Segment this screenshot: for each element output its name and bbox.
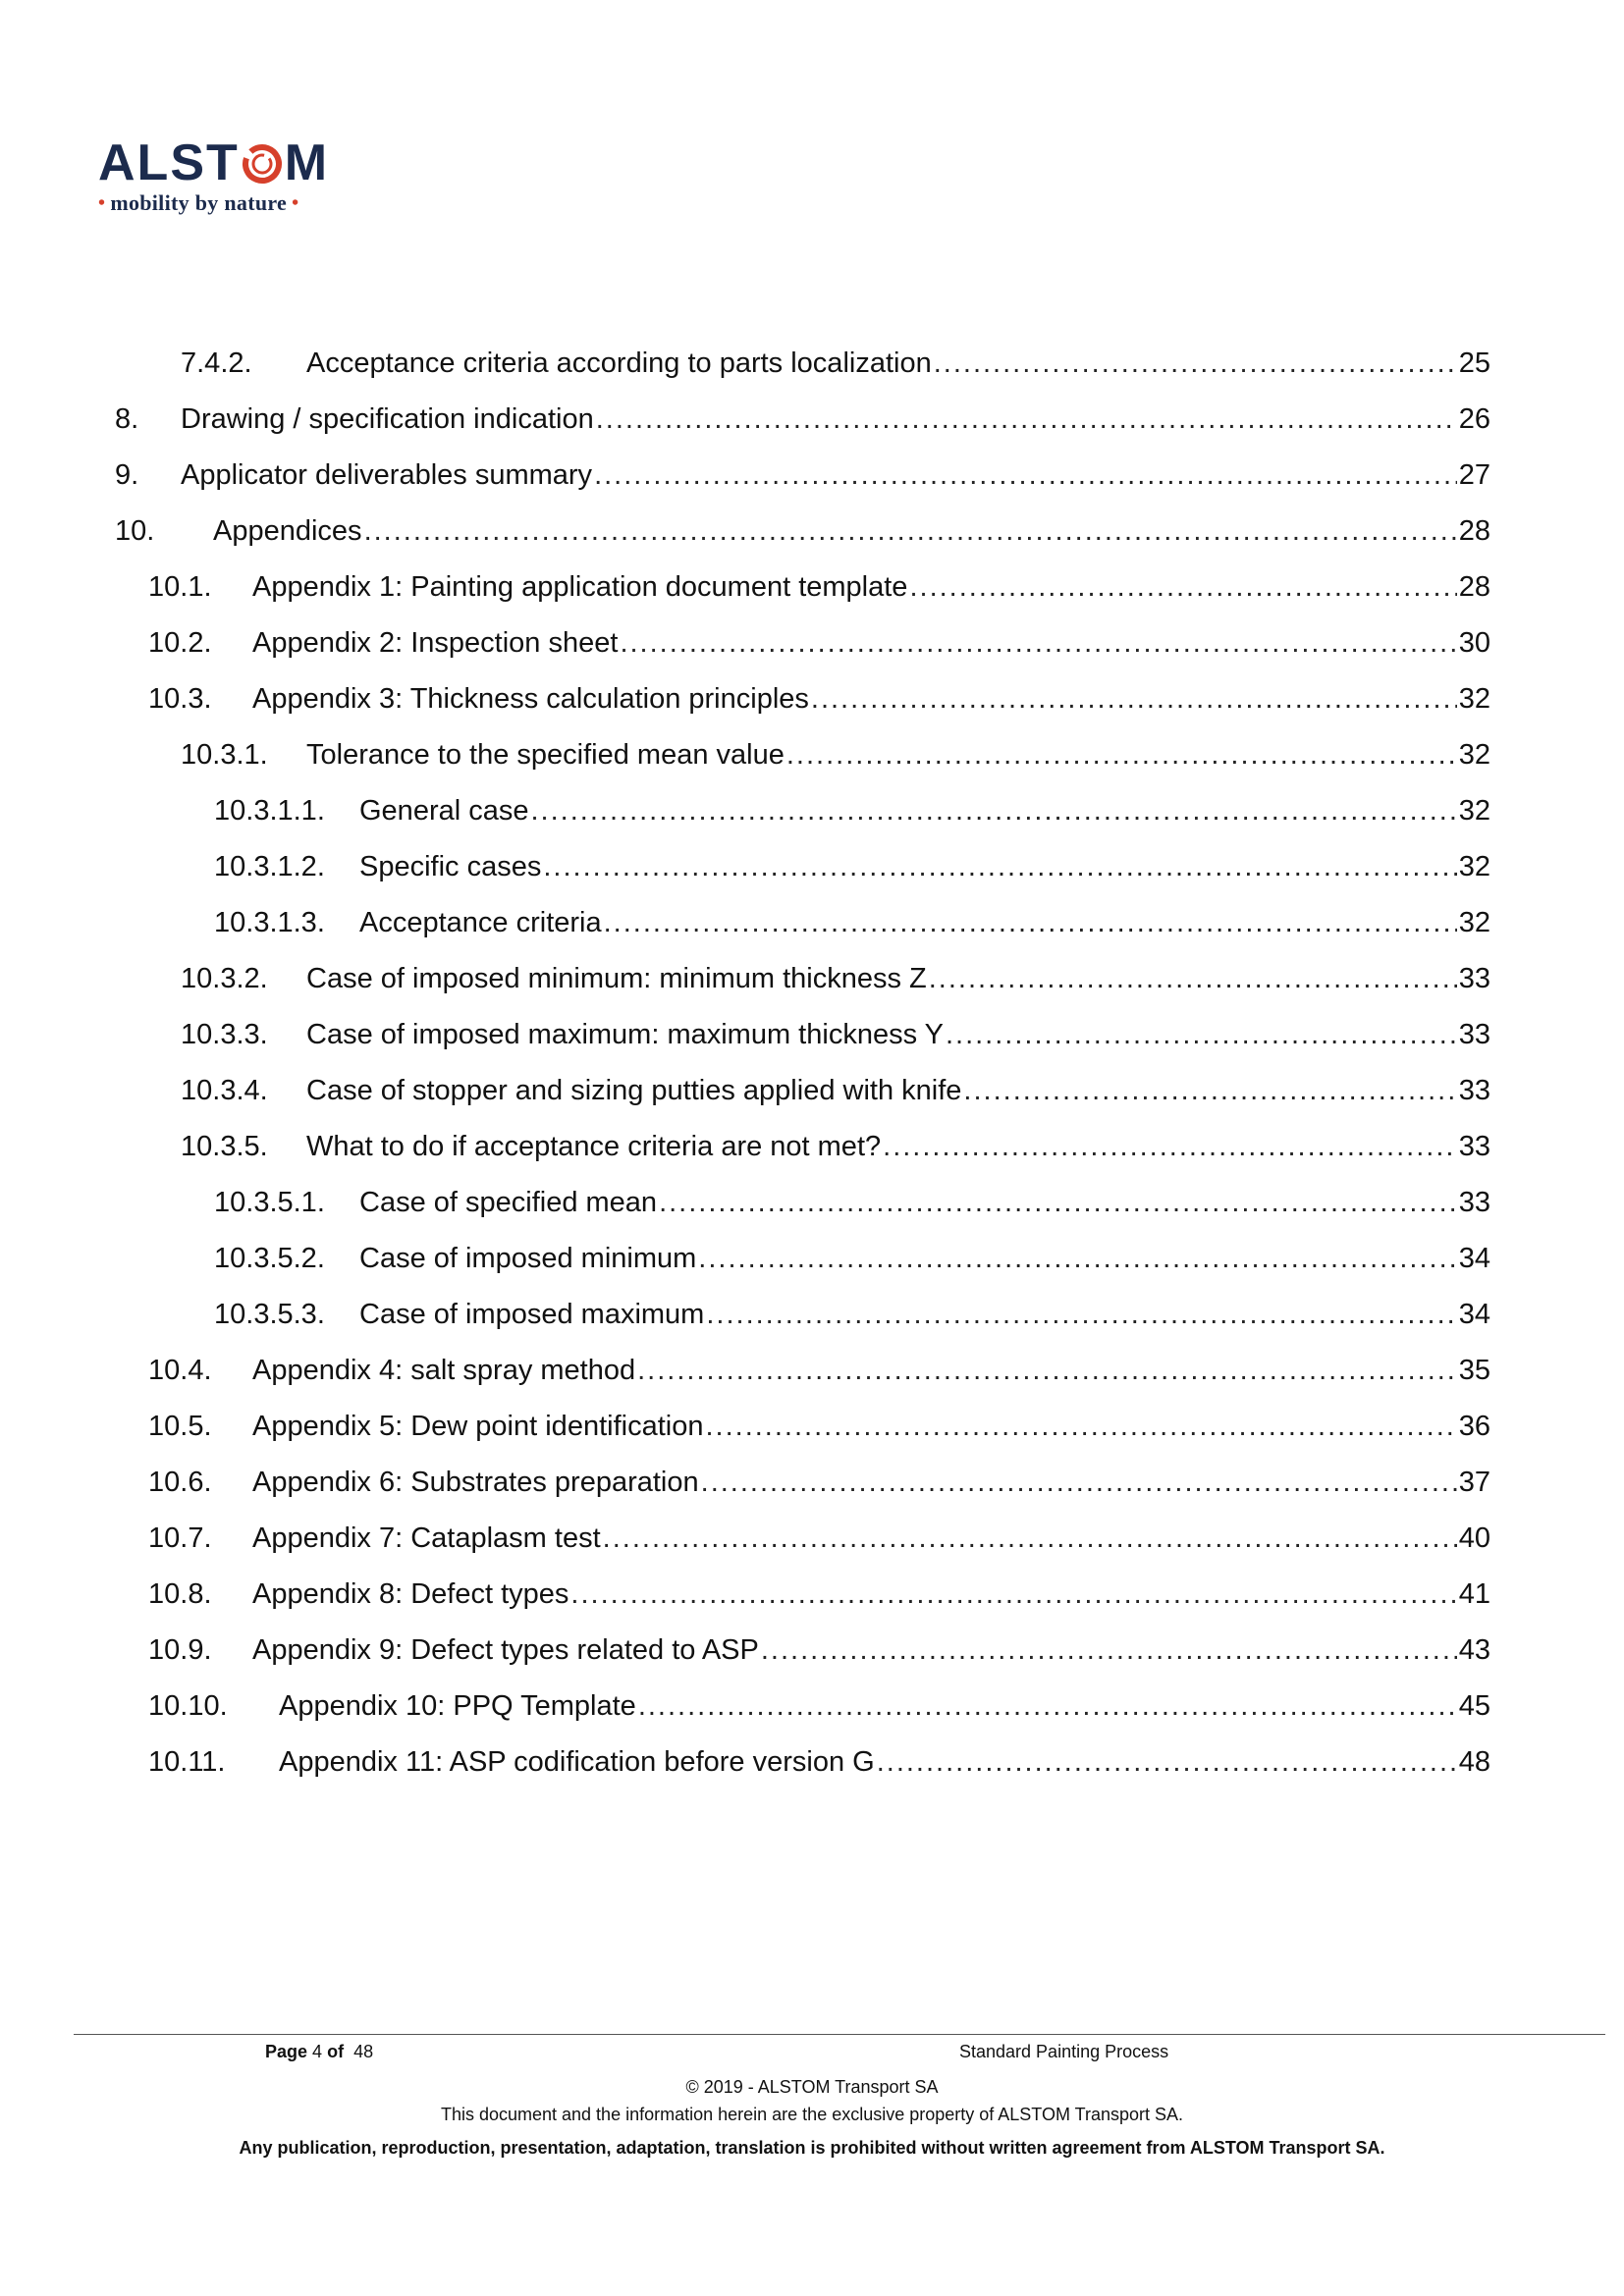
toc-entry-page: 26	[1458, 403, 1490, 435]
toc-entry-title: Appendix 2: Inspection sheet	[252, 627, 619, 659]
toc-dot-leader	[698, 1239, 1456, 1278]
toc-entry-line	[359, 1295, 1490, 1334]
toc-entry-number: 8.	[115, 403, 139, 435]
toc-entry-title: Appendix 8: Defect types	[252, 1578, 569, 1610]
toc-entry[interactable]	[0, 1071, 1624, 1110]
toc-entry-page: 30	[1458, 627, 1490, 659]
toc-entry-title: Appendix 1: Painting application document template	[252, 571, 908, 603]
toc-entry[interactable]	[0, 1127, 1624, 1166]
logo-word-left: ALST	[98, 134, 240, 191]
logo-o-ring-icon	[241, 142, 284, 186]
toc-entry-number: 9.	[115, 459, 139, 491]
toc-dot-leader	[596, 400, 1457, 439]
toc-entry[interactable]	[0, 1575, 1624, 1614]
toc-entry-number: 10.3.1.3.	[214, 907, 325, 938]
toc-entry-page: 43	[1458, 1634, 1490, 1666]
toc-entry-page: 37	[1458, 1467, 1490, 1498]
toc-dot-leader	[934, 344, 1457, 383]
toc-entry-number: 10.7.	[148, 1522, 212, 1554]
toc-entry-title: Drawing / specification indication	[181, 403, 594, 435]
toc-entry-title: What to do if acceptance criteria are not met?	[306, 1131, 882, 1162]
toc-entry-title: Appendix 11: ASP codification before version G	[279, 1746, 875, 1778]
toc-entry-line	[181, 455, 1490, 495]
footer-page-total: 48	[353, 2042, 374, 2061]
toc-entry-page: 32	[1458, 907, 1490, 938]
toc-entry-page: 25	[1458, 347, 1490, 379]
toc-entry-title: Case of imposed maximum	[359, 1299, 705, 1330]
toc-entry-line	[252, 567, 1490, 607]
toc-dot-leader	[620, 623, 1456, 663]
toc-entry[interactable]	[0, 1630, 1624, 1670]
toc-entry-title: Case of stopper and sizing putties applied with knife	[306, 1075, 962, 1106]
toc-entry[interactable]	[0, 1015, 1624, 1054]
toc-entry-title: Case of imposed maximum: maximum thickness Y	[306, 1019, 944, 1050]
toc-entry[interactable]	[0, 1519, 1624, 1558]
toc-dot-leader	[946, 1015, 1457, 1054]
toc-entry-title: Case of imposed minimum: minimum thickness Z	[306, 963, 927, 994]
toc-entry[interactable]	[0, 511, 1624, 551]
toc-dot-leader	[638, 1686, 1457, 1726]
footer-page-indicator	[265, 2042, 373, 2062]
toc-entry-number: 10.	[115, 515, 155, 547]
toc-entry-line	[252, 1351, 1490, 1390]
toc-entry-page: 28	[1458, 515, 1490, 547]
toc-entry-line	[306, 959, 1490, 998]
footer-page-label: Page	[265, 2042, 308, 2061]
toc-entry-page: 28	[1458, 571, 1490, 603]
toc-entry[interactable]	[0, 903, 1624, 942]
toc-entry-line	[306, 344, 1490, 383]
logo-tagline	[98, 190, 334, 216]
toc-entry-line	[279, 1742, 1490, 1782]
toc-entry-number: 10.4.	[148, 1355, 212, 1386]
footer-page-current: 4	[312, 2042, 323, 2061]
toc-entry-line	[252, 679, 1490, 719]
toc-entry-page: 32	[1458, 683, 1490, 715]
toc-entry[interactable]	[0, 847, 1624, 886]
toc-entry[interactable]	[0, 1407, 1624, 1446]
toc-dot-leader	[909, 567, 1456, 607]
toc-entry-number: 10.3.1.	[181, 739, 268, 771]
toc-entry[interactable]	[0, 679, 1624, 719]
toc-dot-leader	[637, 1351, 1457, 1390]
toc-entry-title: Appendix 10: PPQ Template	[279, 1690, 636, 1722]
toc-entry-line	[359, 847, 1490, 886]
toc-entry-number: 10.2.	[148, 627, 212, 659]
toc-dot-leader	[929, 959, 1457, 998]
footer-copyright: © 2019 - ALSTOM Transport SA	[685, 2077, 939, 2097]
toc-dot-leader	[877, 1742, 1457, 1782]
toc-dot-leader	[701, 1463, 1457, 1502]
toc-entry[interactable]	[0, 1686, 1624, 1726]
toc-entry[interactable]	[0, 1295, 1624, 1334]
toc-dot-leader	[659, 1183, 1457, 1222]
tagline-dot-icon: •	[98, 191, 106, 214]
toc-entry-page: 33	[1458, 1075, 1490, 1106]
toc-dot-leader	[364, 511, 1457, 551]
toc-entry-number: 10.11.	[148, 1746, 226, 1778]
toc-entry-number: 10.3.5.2.	[214, 1243, 325, 1274]
toc-dot-leader	[811, 679, 1457, 719]
toc-entry-page: 45	[1458, 1690, 1490, 1722]
toc-entry[interactable]	[0, 623, 1624, 663]
toc-entry-number: 10.3.	[148, 683, 212, 715]
toc-entry-page: 36	[1458, 1411, 1490, 1442]
toc-entry[interactable]	[0, 1463, 1624, 1502]
toc-dot-leader	[706, 1295, 1456, 1334]
toc-dot-leader	[570, 1575, 1456, 1614]
toc-entry-line	[279, 1686, 1490, 1726]
toc-entry-title: Case of imposed minimum	[359, 1243, 697, 1274]
toc-entry-number: 10.3.5.1.	[214, 1187, 325, 1218]
toc-entry-title: Case of specified mean	[359, 1187, 658, 1218]
logo-wordmark	[98, 134, 334, 191]
toc-dot-leader	[705, 1407, 1456, 1446]
toc-entry-page: 41	[1458, 1578, 1490, 1610]
toc-entry-line	[359, 903, 1490, 942]
toc-dot-leader	[786, 735, 1457, 774]
toc-dot-leader	[543, 847, 1456, 886]
toc-entry[interactable]	[0, 1183, 1624, 1222]
toc-entry-number: 10.3.5.	[181, 1131, 268, 1162]
toc-entry[interactable]	[0, 735, 1624, 774]
toc-entry-title: Tolerance to the specified mean value	[306, 739, 785, 771]
toc-entry[interactable]	[0, 567, 1624, 607]
toc-entry-page: 32	[1458, 795, 1490, 827]
toc-entry-number: 10.3.2.	[181, 963, 268, 994]
toc-entry-line	[306, 1015, 1490, 1054]
toc-entry-title: Appendices	[213, 515, 362, 547]
toc-entry-title: Appendix 7: Cataplasm test	[252, 1522, 601, 1554]
toc-entry-number: 10.3.3.	[181, 1019, 268, 1050]
footer-doc-title: Standard Painting Process	[959, 2042, 1169, 2061]
toc-entry-page: 27	[1458, 459, 1490, 491]
toc-entry-line	[306, 735, 1490, 774]
toc-entry-number: 10.3.1.2.	[214, 851, 325, 882]
toc-entry-title: Appendix 4: salt spray method	[252, 1355, 636, 1386]
toc-entry-title: Appendix 9: Defect types related to ASP	[252, 1634, 759, 1666]
toc-dot-leader	[531, 791, 1457, 830]
toc-entry-number: 10.3.5.3.	[214, 1299, 325, 1330]
toc-entry-page: 33	[1458, 1131, 1490, 1162]
footer-divider	[74, 2034, 1605, 2035]
toc-entry-title: Appendix 5: Dew point identification	[252, 1411, 704, 1442]
logo-word-right: M	[284, 134, 330, 191]
toc-entry[interactable]	[0, 455, 1624, 495]
toc-entry-number: 10.10.	[148, 1690, 228, 1722]
toc-entry-line	[213, 511, 1490, 551]
toc-entry-title: Acceptance criteria according to parts localization	[306, 347, 932, 379]
toc-entry[interactable]	[0, 1239, 1624, 1278]
toc-dot-leader	[761, 1630, 1457, 1670]
toc-entry-number: 10.3.4.	[181, 1075, 268, 1106]
toc-entry-page: 33	[1458, 963, 1490, 994]
toc-entry[interactable]	[0, 1742, 1624, 1782]
toc-entry-number: 10.9.	[148, 1634, 212, 1666]
toc-entry-line	[252, 1575, 1490, 1614]
toc-entry-page: 33	[1458, 1187, 1490, 1218]
toc-entry-line	[252, 1519, 1490, 1558]
toc-entry-line	[252, 1630, 1490, 1670]
footer-of-label: of	[327, 2042, 345, 2061]
tagline-text: mobility by nature	[110, 190, 288, 215]
toc-entry-page: 32	[1458, 851, 1490, 882]
toc-entry[interactable]	[0, 400, 1624, 439]
toc-entry-number: 10.8.	[148, 1578, 212, 1610]
toc-entry-number: 10.1.	[148, 571, 212, 603]
toc-entry-number: 7.4.2.	[181, 347, 252, 379]
toc-entry[interactable]	[0, 1351, 1624, 1390]
toc-entry[interactable]	[0, 959, 1624, 998]
toc-entry-line	[181, 400, 1490, 439]
toc-dot-leader	[883, 1127, 1457, 1166]
toc-entry-title: General case	[359, 795, 529, 827]
toc-entry-number: 10.5.	[148, 1411, 212, 1442]
toc-entry-page: 34	[1458, 1299, 1490, 1330]
toc-entry[interactable]	[0, 791, 1624, 830]
toc-entry-line	[359, 1239, 1490, 1278]
alstom-logo	[98, 134, 334, 216]
toc-entry-title: Acceptance criteria	[359, 907, 602, 938]
toc-entry-line	[252, 1407, 1490, 1446]
toc-entry-page: 32	[1458, 739, 1490, 771]
toc-entry-page: 33	[1458, 1019, 1490, 1050]
toc-entry-line	[306, 1127, 1490, 1166]
toc-entry-number: 10.6.	[148, 1467, 212, 1498]
toc-entry[interactable]	[0, 344, 1624, 383]
toc-entry-line	[359, 1183, 1490, 1222]
tagline-dot-icon: •	[292, 191, 299, 214]
toc-entry-title: Specific cases	[359, 851, 542, 882]
toc-entry-line	[359, 791, 1490, 830]
toc-dot-leader	[603, 1519, 1457, 1558]
toc-dot-leader	[594, 455, 1457, 495]
toc-entry-line	[306, 1071, 1490, 1110]
toc-entry-page: 40	[1458, 1522, 1490, 1554]
toc-entry-title: Appendix 6: Substrates preparation	[252, 1467, 699, 1498]
toc-dot-leader	[963, 1071, 1456, 1110]
toc-entry-title: Appendix 3: Thickness calculation principles	[252, 683, 809, 715]
toc-entry-number: 10.3.1.1.	[214, 795, 325, 827]
toc-entry-title: Applicator deliverables summary	[181, 459, 593, 491]
footer-legal-notice: Any publication, reproduction, presentation, adaptation, translation is prohibited without written agreement from ALSTOM Transport SA.	[239, 2138, 1385, 2158]
toc-entry-page: 34	[1458, 1243, 1490, 1274]
toc-entry-page: 35	[1458, 1355, 1490, 1386]
toc-entry-line	[252, 623, 1490, 663]
footer-property-notice: This document and the information herein are the exclusive property of ALSTOM Transport SA.	[440, 2105, 1184, 2124]
toc-entry-page: 48	[1458, 1746, 1490, 1778]
toc-entry-line	[252, 1463, 1490, 1502]
toc-dot-leader	[604, 903, 1457, 942]
